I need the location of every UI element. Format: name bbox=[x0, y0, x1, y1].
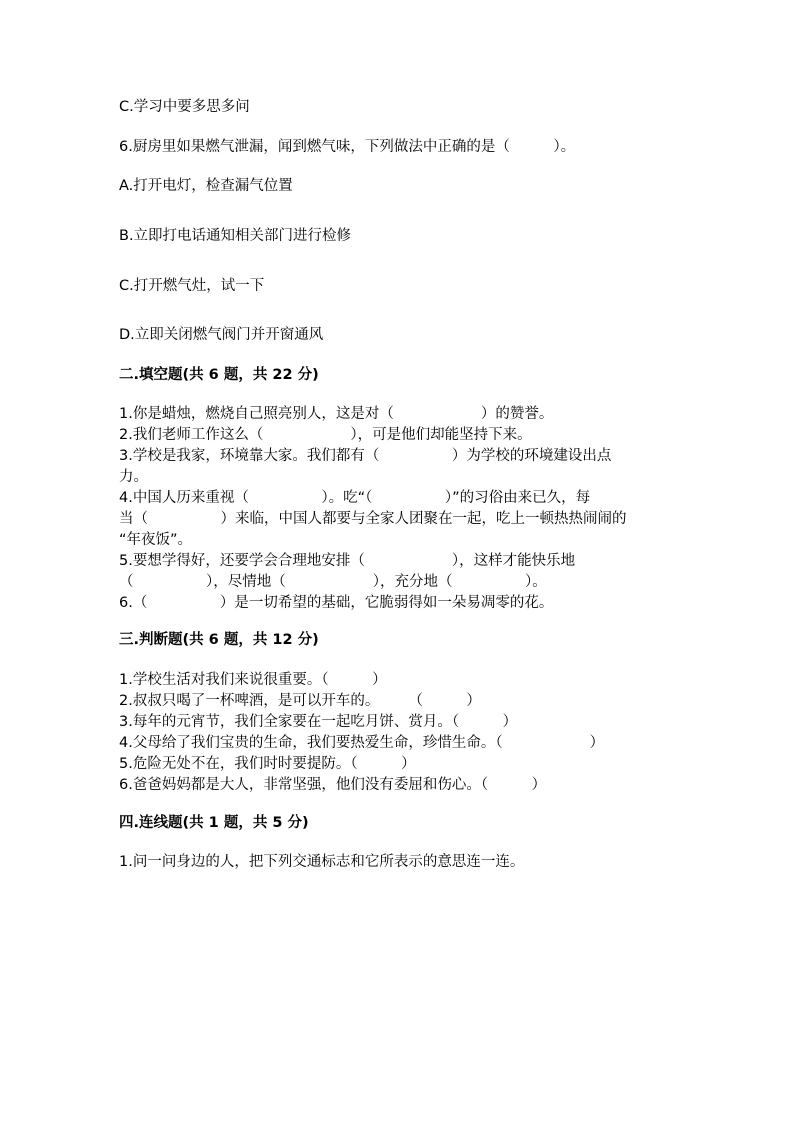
section-2-line: 力。 bbox=[119, 469, 148, 485]
section-2-line: 5.要想学得好，还要学会合理地安排（ ），这样才能快乐地 bbox=[119, 553, 576, 569]
question-6-option-b: B.立即打电话通知相关部门进行检修 bbox=[119, 228, 352, 244]
section-2-line: 当（ ）来临，中国人都要与全家人团聚在一起，吃上一顿热热闹闹的 bbox=[119, 511, 627, 527]
section-3-line: 5.危险无处不在，我们时时要提防。（ ） bbox=[119, 756, 416, 772]
section-2-line: 1.你是蜡烛，燃烧自己照亮别人，这是对（ ）的赞誉。 bbox=[119, 406, 554, 422]
section-2-line: “年夜饭”。 bbox=[119, 532, 193, 548]
section-3-line: 3.每年的元宵节，我们全家要在一起吃月饼、赏月。（ ） bbox=[119, 714, 518, 730]
section-3-title: 三.判断题(共 6 题，共 12 分) bbox=[119, 632, 319, 648]
question-6-option-d: D.立即关闭燃气阀门并开窗通风 bbox=[119, 327, 324, 343]
section-3-line: 1.学校生活对我们来说很重要。（ ） bbox=[119, 672, 387, 688]
section-3-line: 4.父母给了我们宝贵的生命，我们要热爱生命，珍惜生命。（ ） bbox=[119, 735, 605, 751]
section-2-line: 6.（ ）是一切希望的基础，它脆弱得如一朵易凋零的花。 bbox=[119, 595, 554, 611]
section-2-title: 二.填空题(共 6 题，共 22 分) bbox=[119, 367, 319, 383]
section-4-title: 四.连线题(共 1 题，共 5 分) bbox=[119, 815, 309, 831]
section-2-line: 3.学校是我家，环境靠大家。我们都有（ ）为学校的环境建设出点 bbox=[119, 448, 612, 464]
section-4-line: 1.问一问身边的人，把下列交通标志和它所表示的意思连一连。 bbox=[119, 854, 525, 870]
question-6-option-c: C.打开燃气灶，试一下 bbox=[119, 278, 265, 294]
section-2-line: 2.我们老师工作这么（ ），可是他们却能坚持下来。 bbox=[119, 427, 532, 443]
question-5-option-c: C.学习中要多思多问 bbox=[119, 99, 250, 115]
section-3-line: 6.爸爸妈妈都是大人，非常坚强，他们没有委屈和伤心。（ ） bbox=[119, 777, 547, 793]
question-6-option-a: A.打开电灯，检查漏气位置 bbox=[119, 178, 293, 194]
section-2-line: （ ），尽情地（ ），充分地（ ）。 bbox=[119, 574, 547, 590]
section-2-line: 4.中国人历来重视（ ）。吃“（ ）”的习俗由来已久，每 bbox=[119, 490, 591, 506]
question-6-stem: 6.厨房里如果燃气泄漏，闻到燃气味，下列做法中正确的是（ ）。 bbox=[119, 139, 576, 155]
section-3-line: 2.叔叔只喝了一杯啤酒，是可以开车的。 （ ） bbox=[119, 693, 481, 709]
